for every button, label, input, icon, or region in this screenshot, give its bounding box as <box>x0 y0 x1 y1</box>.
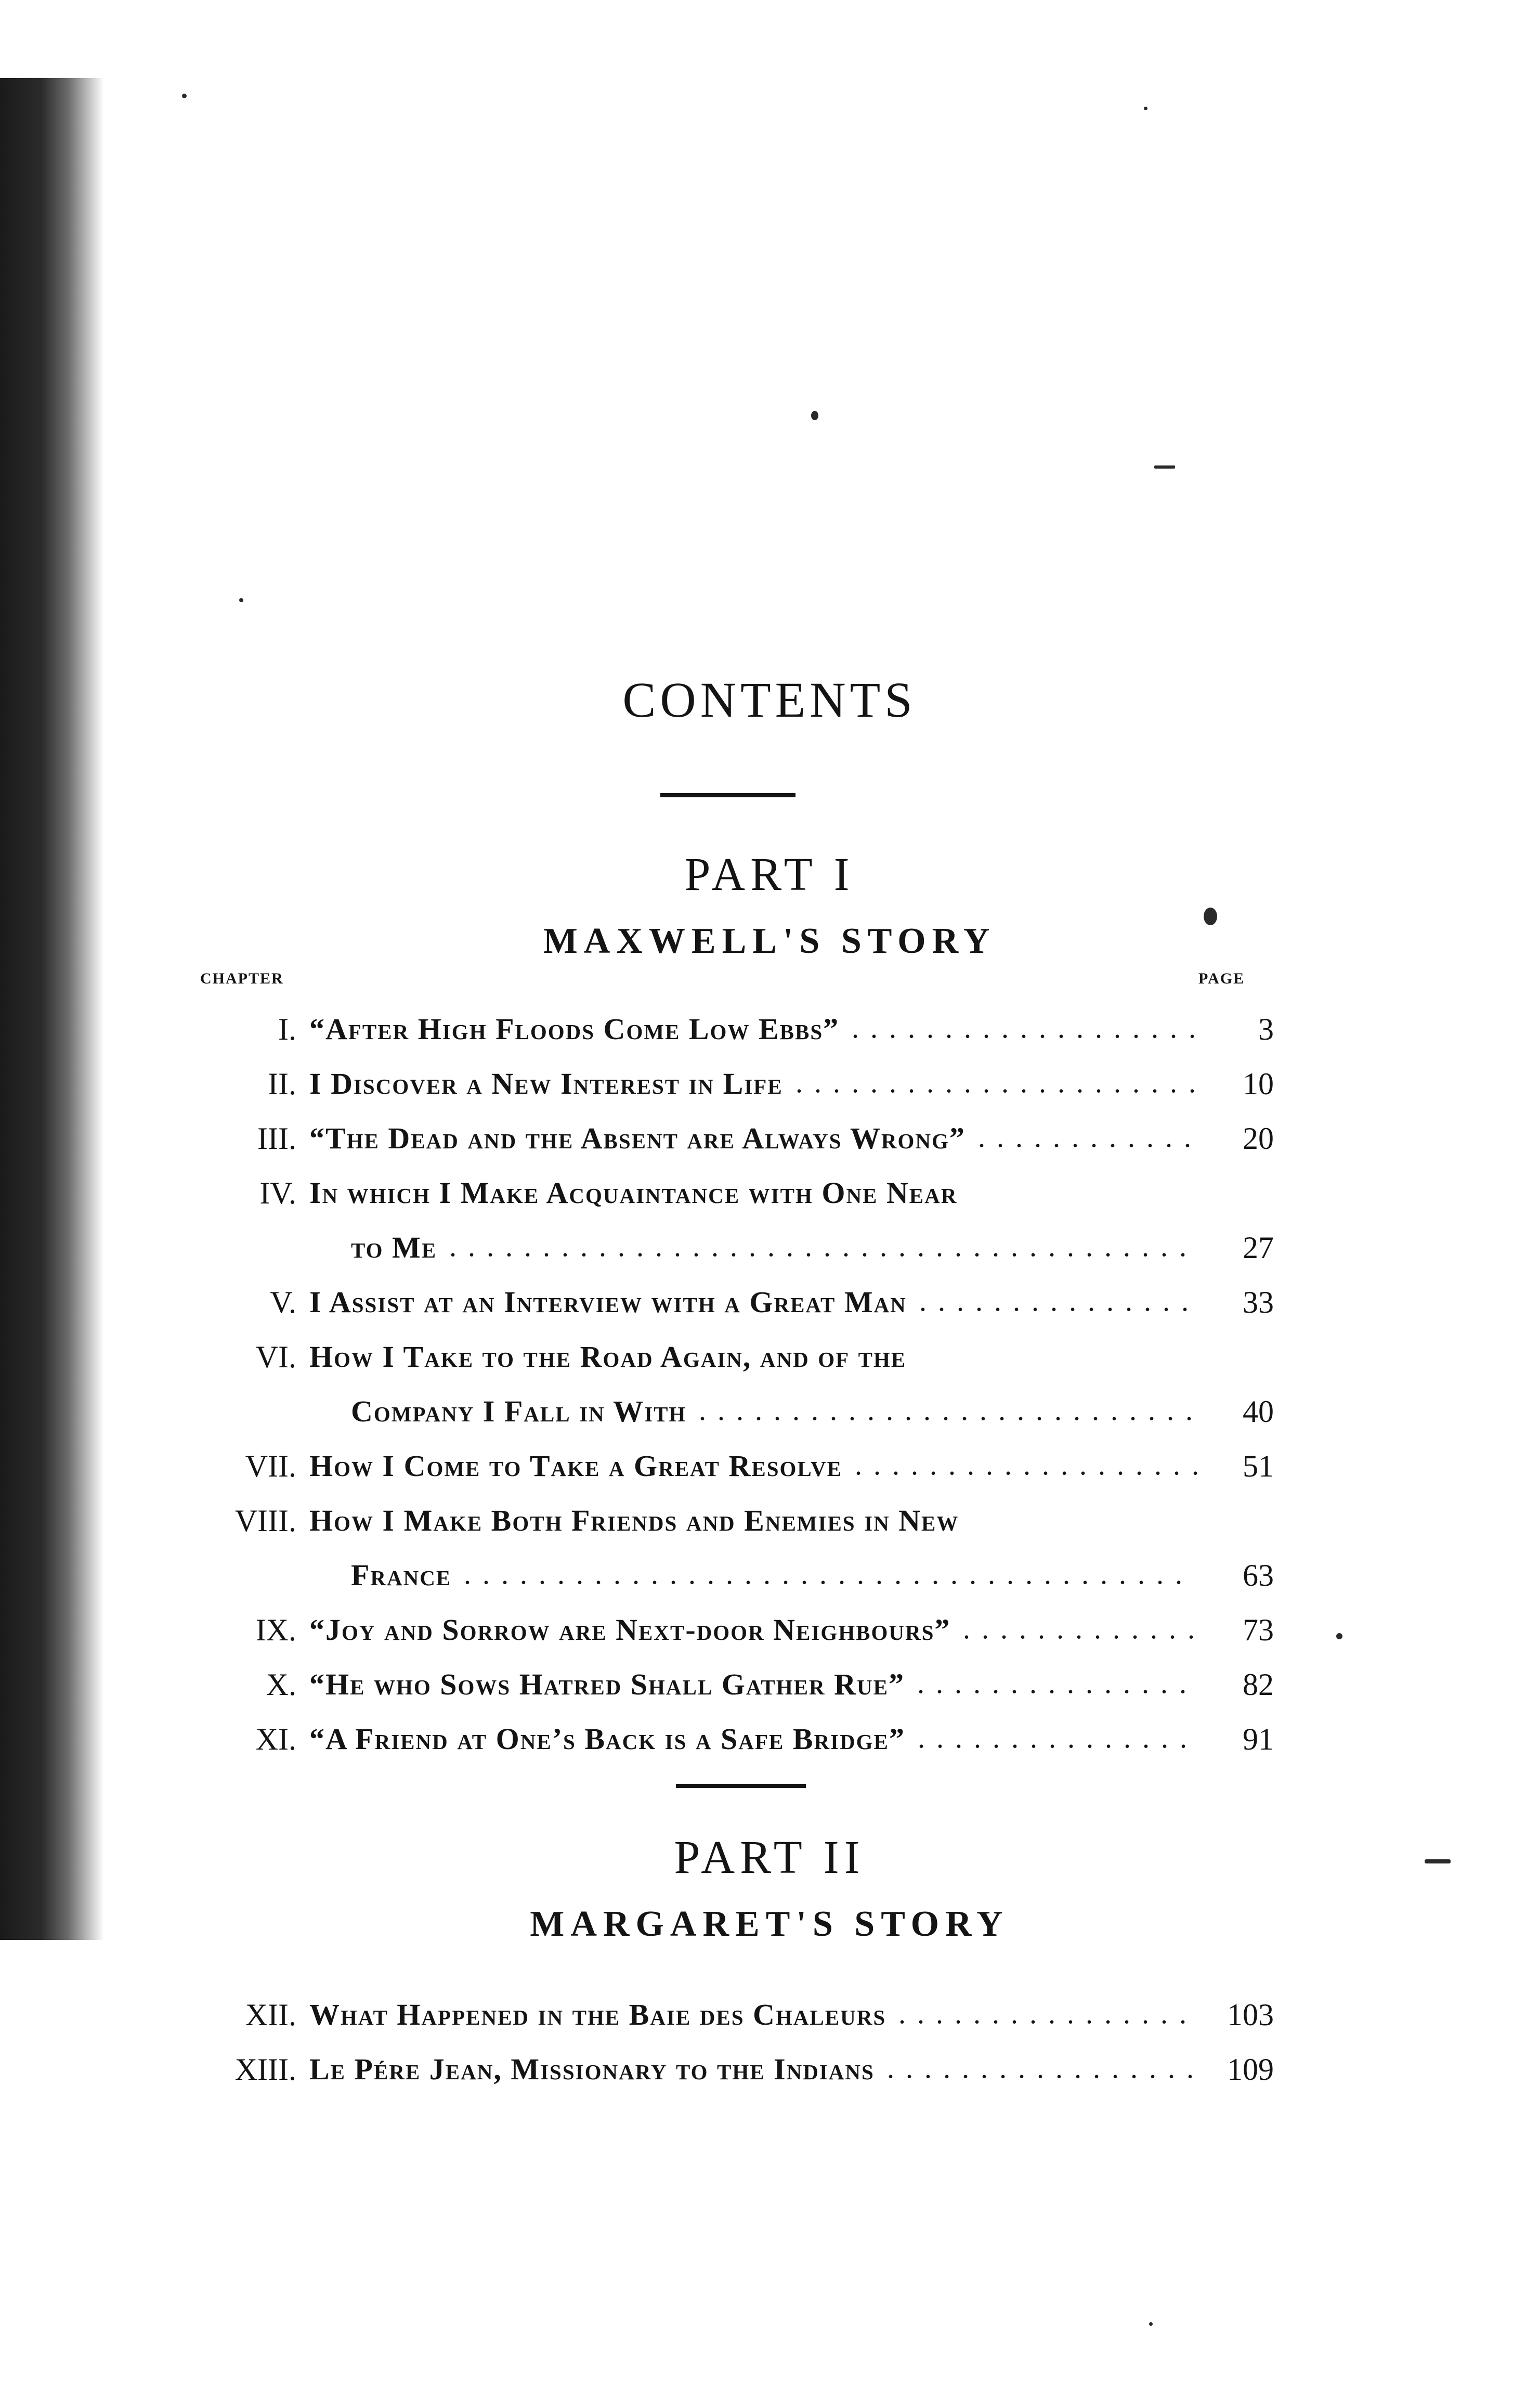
toc-entry-line <box>0 1448 1539 1500</box>
chapter-number: II. <box>268 1067 296 1101</box>
chapter-title: “He who Sows Hatred Shall Gather Rue” <box>309 1667 905 1701</box>
toc-entry-line <box>0 1612 1539 1664</box>
scan-speck <box>1144 107 1147 110</box>
dot-leader: ................ <box>898 1998 1198 2030</box>
chapter-number: X. <box>266 1667 296 1702</box>
dot-leader: ............. <box>963 1613 1206 1645</box>
chapter-title: “Joy and Sorrow are Next-door Neighbours” <box>309 1613 951 1647</box>
contents-title: CONTENTS <box>622 672 917 728</box>
chapter-title: How I Make Both Friends and Enemies in New <box>309 1504 959 1537</box>
page-number: 73 <box>1243 1613 1274 1647</box>
chapter-number: XI. <box>255 1722 296 1756</box>
chapter-column-label: CHAPTER <box>200 970 284 987</box>
title-rule <box>660 793 795 797</box>
toc-entry-line <box>0 1721 1539 1773</box>
part-2-heading: PART II <box>674 1832 865 1883</box>
toc-entry-line <box>0 1503 1539 1555</box>
toc-entry-line <box>0 1394 1539 1446</box>
toc-entry-line <box>0 1558 1539 1610</box>
page-number: 82 <box>1243 1667 1274 1702</box>
chapter-number: I. <box>278 1012 296 1046</box>
dot-leader: ........................................ <box>449 1231 1198 1263</box>
dot-leader: ............ <box>978 1121 1203 1154</box>
chapter-title: I Assist at an Interview with a Great Man <box>309 1285 907 1319</box>
chapter-number: III. <box>257 1121 296 1156</box>
toc-entry-line <box>0 1230 1539 1282</box>
chapter-title: In which I Make Acquaintance with One Near <box>309 1176 958 1210</box>
chapter-title: “A Friend at One’s Back is a Safe Bridge” <box>309 1722 905 1756</box>
toc-entry-line <box>0 1997 1539 2049</box>
chapter-number: IX. <box>255 1613 296 1647</box>
dot-leader: ............... <box>919 1285 1200 1317</box>
toc-entry-line <box>0 1285 1539 1337</box>
page-number: 40 <box>1243 1394 1274 1429</box>
chapter-title: What Happened in the Baie des Chaleurs <box>309 1998 886 2031</box>
toc-entry-line <box>0 1339 1539 1391</box>
page-number: 91 <box>1243 1722 1274 1756</box>
dot-leader: ................... <box>855 1449 1210 1481</box>
toc-entry-line <box>0 1175 1539 1227</box>
page-number: 63 <box>1243 1558 1274 1593</box>
chapter-title: How I Take to the Road Again, and of the <box>309 1340 907 1374</box>
page-number: 10 <box>1243 1067 1274 1101</box>
page-number: 33 <box>1243 1285 1274 1319</box>
dot-leader: ............... <box>917 1667 1198 1700</box>
chapter-title: I Discover a New Interest in Life <box>309 1067 783 1101</box>
scan-speck <box>1154 465 1175 469</box>
chapter-title: to Me <box>351 1231 437 1264</box>
chapter-title: Le Pére Jean, Missionary to the Indians <box>309 2052 875 2086</box>
toc-entry-line <box>0 1066 1539 1118</box>
chapter-number: VII. <box>245 1449 296 1483</box>
scan-speck <box>811 411 818 420</box>
chapter-number: IV. <box>259 1176 296 1210</box>
chapter-number: V. <box>270 1285 296 1319</box>
chapter-title: France <box>351 1558 452 1592</box>
part-1-heading: PART I <box>684 849 855 900</box>
page-number: 20 <box>1243 1121 1274 1156</box>
toc-entry-line <box>0 1121 1539 1173</box>
scan-speck <box>239 598 243 602</box>
toc-entry-line <box>0 2052 1539 2104</box>
dot-leader: ...................... <box>795 1067 1207 1099</box>
chapter-number: VI. <box>255 1340 296 1374</box>
page-column-label: PAGE <box>1198 970 1245 987</box>
page-number: 3 <box>1258 1012 1274 1046</box>
dot-leader: ....................................... <box>464 1558 1194 1590</box>
scan-speck <box>182 94 187 98</box>
dot-leader: ................... <box>852 1012 1207 1044</box>
page-number: 27 <box>1243 1231 1274 1265</box>
page-number: 103 <box>1227 1998 1274 2032</box>
toc-entry-line <box>0 1012 1539 1064</box>
chapter-title: How I Come to Take a Great Resolve <box>309 1449 842 1483</box>
chapter-title: Company I Fall in With <box>351 1394 687 1428</box>
chapter-number: VIII. <box>234 1504 296 1538</box>
toc-entry-line <box>0 1667 1539 1719</box>
page-number: 109 <box>1227 2052 1274 2087</box>
dot-leader: ................. <box>887 2052 1205 2085</box>
dot-leader: ............... <box>918 1722 1198 1754</box>
part-2-subheading: MARGARET'S STORY <box>530 1904 1009 1944</box>
scan-speck <box>1149 2322 1153 2326</box>
chapter-title: “The Dead and the Absent are Always Wrong” <box>309 1121 966 1155</box>
chapter-title: “After High Floods Come Low Ebbs” <box>309 1012 840 1046</box>
part-divider-rule <box>676 1784 806 1788</box>
dot-leader: ........................... <box>699 1394 1204 1427</box>
part-1-subheading: MAXWELL'S STORY <box>543 921 996 961</box>
page-number: 51 <box>1243 1449 1274 1483</box>
chapter-number: XIII. <box>234 2052 296 2087</box>
chapter-number: XII. <box>245 1998 296 2032</box>
